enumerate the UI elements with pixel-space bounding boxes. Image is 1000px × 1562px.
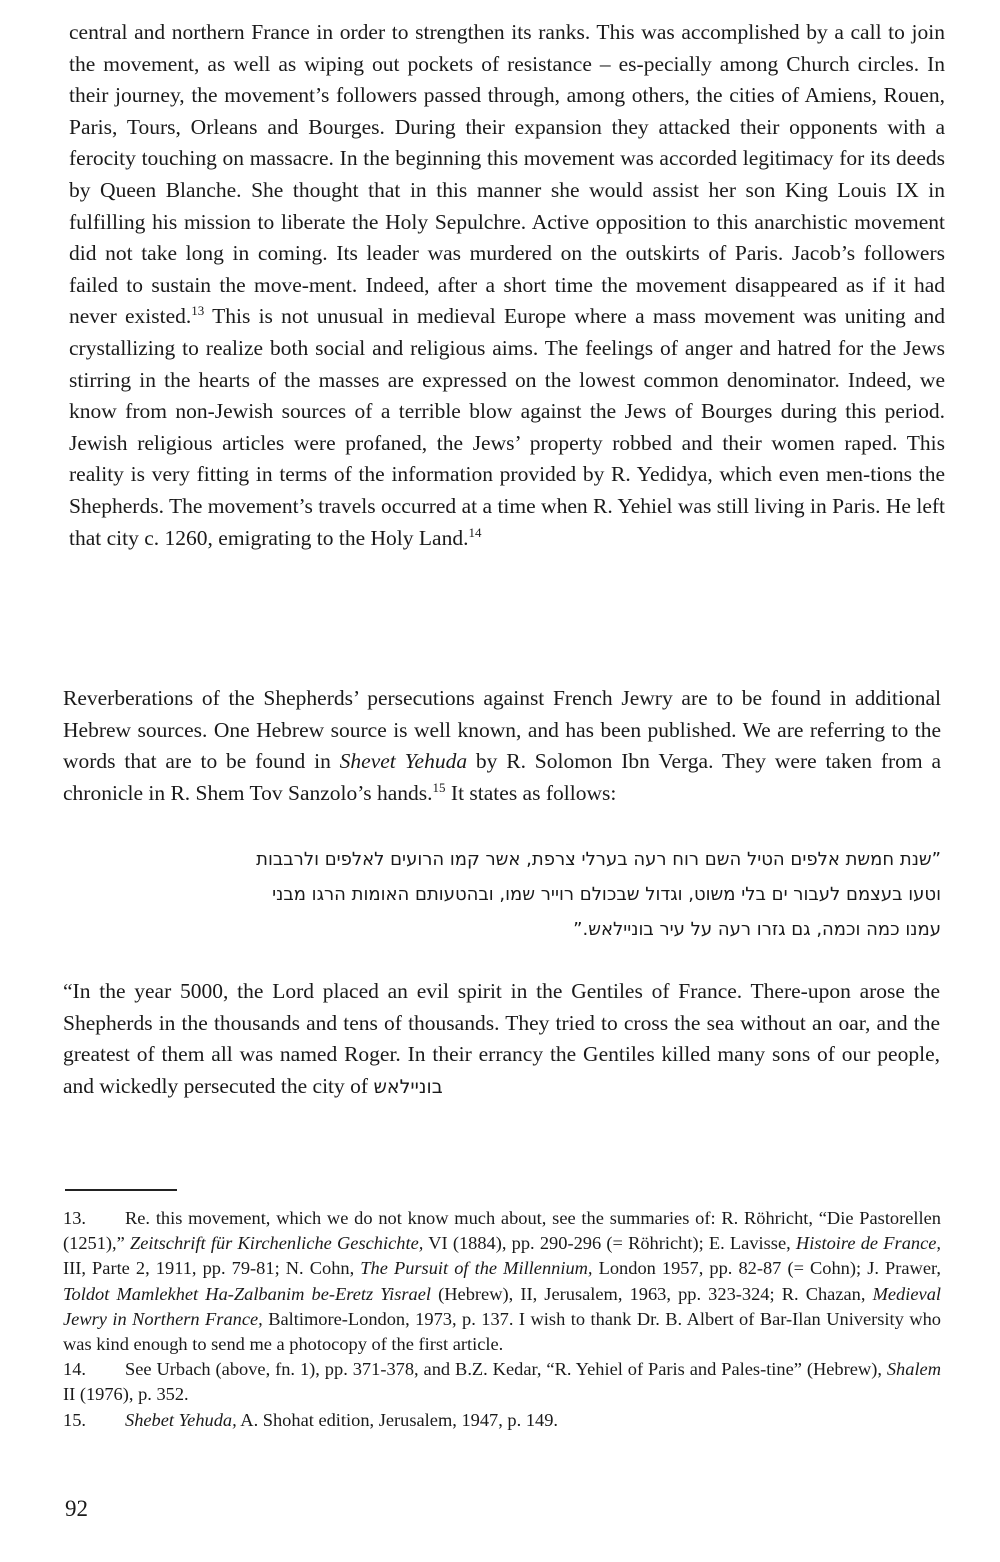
footnote-ref-13: 13 (191, 303, 205, 319)
paragraph-text: central and northern France in order to strengthen its ranks. This was accomplished by a call to join the movement, as well as wiping out pockets of resistance – es-pecially among Church circles. In their journey, the movement’s followers passed through, among others, the cities of Amiens, Rouen, Paris, Tours, Orleans and Bourges. During their expansion they attacked their opponents with a ferocity touching on massacre. In the beginning this movement was accorded legitimacy for its deeds by Queen Blanche. She thought that in this manner she would assist her son King Louis IX in fulfilling his mission to liberate the Holy Sepulchre. Active opposition to this anarchistic movement did not take long in coming. Its leader was murdered on the outskirts of Paris. Jacob’s followers failed to sustain the move-ment. Indeed, after a short time the movement disappeared as if it had never existed. (69, 20, 945, 329)
citation-title: Toldot Mamlekhet Ha-Zalbanim be-Eretz Yisrael (63, 1283, 432, 1304)
hebrew-quotation (63, 842, 941, 947)
footnote-text: Re. this movement, which we do not know much about, see the summaries of: R. Röhricht, “Die Pastorellen (1251),” (63, 1208, 941, 1254)
page-number: 92 (65, 1496, 88, 1521)
footnote-15 (63, 1408, 941, 1433)
hebrew-word: בוניילאש (373, 1075, 443, 1098)
hebrew-line: ”שנת חמשת אלפים הטיל השם רוח רעה בערלי צרפת, אשר קמו הרועים לאלפים ולרבבות (256, 849, 941, 870)
footnote-text: See Urbach (above, fn. 1), pp. 371-378, and B.Z. Kedar, “R. Yehiel of Paris and Pales-tine” (Hebrew), (125, 1359, 887, 1380)
footnote-text: London 1957, pp. 82-87 (= Cohn); J. Prawer, (592, 1258, 941, 1279)
footnote-13 (63, 1206, 941, 1357)
footnote-ref-15: 15 (432, 779, 446, 795)
footnote-divider (65, 1189, 177, 1191)
footnote-14 (63, 1357, 941, 1407)
body-paragraph-1 (69, 17, 945, 554)
footnote-ref-14: 14 (468, 524, 482, 540)
body-paragraph-2 (63, 683, 941, 809)
citation-title: Shalem (886, 1359, 941, 1380)
paragraph-text: “In the year 5000, the Lord placed an evil spirit in the Gentiles of France. There-upon arose the Shepherds in the thousands and tens of thousands. They tried to cross the sea without an oar, and the greatest of them all was named Roger. In their errancy the Gentiles killed many sons of our people, and wickedly persecuted the city of (63, 979, 940, 1098)
footnote-text: (Hebrew), II, Jerusalem, 1963, pp. 323-324; R. Chazan, (431, 1283, 873, 1304)
footnote-text: II (1976), p. 352. (63, 1384, 189, 1405)
citation-title: Medieval Jewry in Northern France, (63, 1283, 941, 1329)
footnote-number: 14. (63, 1359, 86, 1380)
book-title: Shevet Yehuda (339, 749, 468, 774)
paragraph-text: This is not unusual in medieval Europe where a mass movement was uniting and crystallizing to realize both social and religious aims. The feelings of anger and hatred for the Jews stirring in the hearts of the masses are expressed on the lowest common denominator. Indeed, we know from non-Jewish sources of a terrible blow against the Jews of Bourges during this period. Jewish religious articles were profaned, the Jews’ property robbed and their women raped. This reality is very fitting in terms of the information provided by R. Yedidya, which even men-tions the Shepherds. The movement’s travels occurred at a time when R. Yehiel was still living in Paris. He left that city c. 1260, emigrating to the Holy Land. (69, 304, 945, 550)
hebrew-line: וטעו בעצמם לעבור ים בלי משוט, וגדול שבכולם רוייר שמו, ובהטעותם האומות הרגו מבני (272, 884, 941, 905)
paragraph-text: by R. Solomon Ibn Verga. They were taken from a chronicle in R. Shem Tov Sanzolo’s hands. (63, 749, 941, 805)
english-translation (63, 976, 940, 1103)
footnote-text: A. Shohat edition, Jerusalem, 1947, p. 149. (236, 1409, 558, 1430)
footnote-text: III, Parte 2, 1911, pp. 79-81; N. Cohn, (63, 1258, 361, 1279)
footnotes (63, 1206, 941, 1433)
paragraph-text: Reverberations of the Shepherds’ persecutions against French Jewry are to be found in additional Hebrew sources. One Hebrew source is well known, and has been published. We are referring to the words that are to be found in (63, 686, 941, 774)
citation-title: Histoire de France, (795, 1233, 942, 1254)
footnote-number: 15. (63, 1409, 86, 1430)
citation-title: The Pursuit of the Millennium, (360, 1258, 593, 1279)
footnote-text: VI (1884), pp. 290-296 (= Röhricht); E. Lavisse, (423, 1233, 796, 1254)
citation-title: Shebet Yehuda, (125, 1409, 237, 1430)
citation-title: Zeitschrift für Kirchenliche Geschichte, (130, 1233, 424, 1254)
footnote-number: 13. (63, 1208, 86, 1228)
hebrew-line: עמנו כמה וכמה, גם גזרו רעה על עיר בוניילאש.” (573, 919, 941, 940)
footnote-text: Baltimore-London, 1973, p. 137. I wish to thank Dr. B. Albert of Bar-Ilan University who was kind enough to send me a photocopy of the first article. (63, 1308, 941, 1355)
paragraph-text: It states as follows: (445, 780, 617, 805)
